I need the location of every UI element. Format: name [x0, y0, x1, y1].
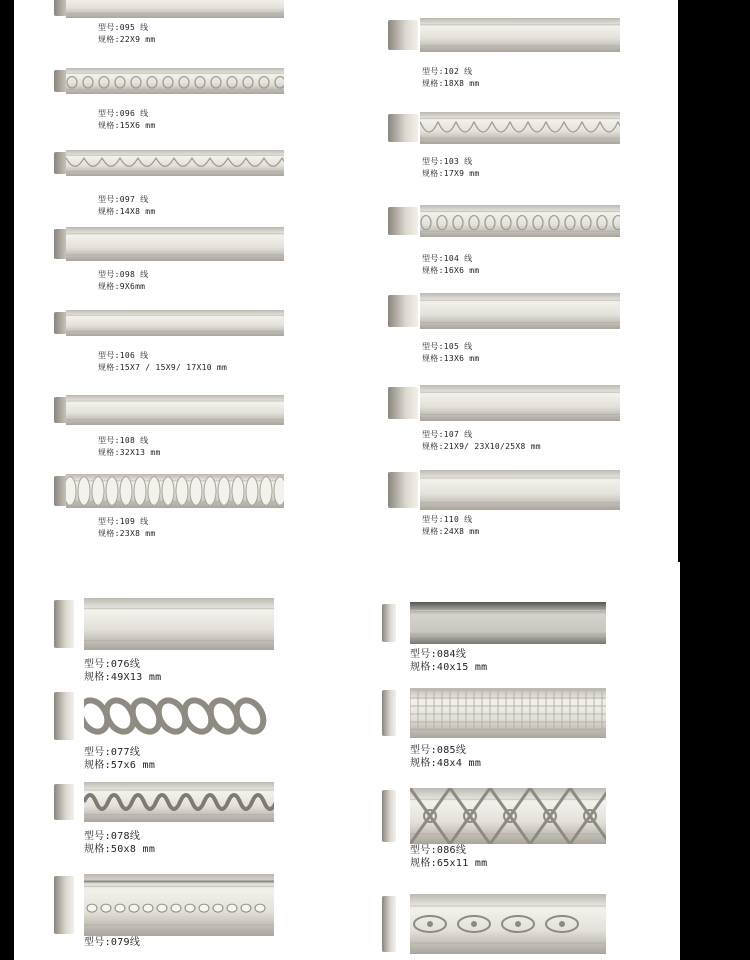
model-number: 型号:105 线	[422, 342, 473, 351]
profile-cross-section	[388, 295, 418, 327]
spec-size: 规格:32X13 mm	[98, 448, 161, 457]
molding-strip-image	[420, 112, 620, 144]
model-number: 型号:079线	[84, 937, 141, 948]
molding-strip-image	[410, 688, 606, 738]
molding-strip-image	[66, 310, 284, 336]
product-caption	[410, 648, 488, 674]
profile-cross-section	[388, 472, 418, 508]
profile-cross-section	[388, 207, 418, 235]
molding-strip-image	[420, 18, 620, 52]
profile-cross-section	[54, 876, 74, 934]
product-caption	[410, 844, 488, 870]
spec-size: 规格:22X9 mm	[98, 35, 156, 44]
molding-strip-image	[420, 205, 620, 237]
product-caption	[422, 514, 480, 538]
molding-strip-image	[66, 68, 284, 94]
model-number: 型号:106 线	[98, 351, 149, 360]
spec-size: 规格:15X7 / 15X9/ 17X10 mm	[98, 363, 228, 372]
spec-size: 规格:18X8 mm	[422, 79, 480, 88]
model-number: 型号:102 线	[422, 67, 473, 76]
product-caption	[422, 66, 480, 90]
molding-strip-image	[66, 395, 284, 425]
spec-size: 规格:16X6 mm	[422, 266, 480, 275]
molding-strip-image	[84, 598, 274, 650]
spec-size: 规格:50x8 mm	[84, 844, 156, 855]
molding-strip-image	[410, 602, 606, 644]
molding-strip-image	[84, 782, 274, 822]
product-caption	[84, 830, 155, 856]
model-number: 型号:103 线	[422, 157, 473, 166]
model-number: 型号:085线	[410, 745, 467, 756]
model-number: 型号:084线	[410, 649, 467, 660]
product-caption	[422, 253, 480, 277]
product-caption	[98, 350, 227, 374]
molding-strip-image	[84, 874, 274, 936]
profile-cross-section	[382, 896, 396, 952]
spec-size: 规格:24X8 mm	[422, 527, 480, 536]
spec-size: 规格:21X9/ 23X10/25X8 mm	[422, 442, 541, 451]
molding-strip-image	[410, 788, 606, 844]
spec-size: 规格:14X8 mm	[98, 207, 156, 216]
spec-size: 规格:65x11 mm	[410, 858, 488, 869]
model-number: 型号:108 线	[98, 436, 149, 445]
spec-size: 规格:40x15 mm	[410, 662, 488, 673]
spec-size: 规格:17X9 mm	[422, 169, 480, 178]
profile-cross-section	[388, 20, 418, 50]
model-number: 型号:110 线	[422, 515, 473, 524]
spec-size: 规格:13X6 mm	[422, 354, 480, 363]
model-number: 型号:107 线	[422, 430, 473, 439]
molding-strip-image	[420, 293, 620, 329]
product-caption	[98, 22, 156, 46]
spec-size: 规格:49X13 mm	[84, 672, 162, 683]
model-number: 型号:076线	[84, 659, 141, 670]
product-caption	[84, 936, 140, 949]
profile-cross-section	[382, 790, 396, 842]
product-caption	[84, 746, 155, 772]
spec-size: 规格:9X6mm	[98, 282, 146, 291]
molding-strip-image	[66, 150, 284, 176]
model-number: 型号:078线	[84, 831, 141, 842]
model-number: 型号:098 线	[98, 270, 149, 279]
spec-size: 规格:48x4 mm	[410, 758, 482, 769]
spec-size: 规格:57x6 mm	[84, 760, 156, 771]
profile-cross-section	[388, 387, 418, 419]
model-number: 型号:096 线	[98, 109, 149, 118]
product-caption	[422, 156, 480, 180]
molding-strip-image	[84, 690, 274, 742]
molding-strip-image	[66, 474, 284, 508]
molding-strip-image	[66, 0, 284, 18]
molding-strip-image	[420, 385, 620, 421]
model-number: 型号:104 线	[422, 254, 473, 263]
profile-cross-section	[382, 690, 396, 736]
product-caption	[98, 269, 148, 293]
model-number: 型号:077线	[84, 747, 141, 758]
product-caption	[98, 108, 156, 132]
profile-cross-section	[382, 604, 396, 642]
product-caption	[410, 744, 481, 770]
profile-cross-section	[54, 692, 74, 740]
profile-cross-section	[54, 784, 74, 820]
product-caption	[98, 516, 156, 540]
profile-cross-section	[388, 114, 418, 142]
product-caption	[98, 435, 161, 459]
spec-size: 规格:23X8 mm	[98, 529, 156, 538]
catalog-panel-top	[14, 0, 678, 562]
product-caption	[422, 429, 541, 453]
product-caption	[422, 341, 480, 365]
profile-cross-section	[54, 600, 74, 648]
molding-strip-image	[420, 470, 620, 510]
model-number: 型号:097 线	[98, 195, 149, 204]
catalog-panel-bottom	[14, 562, 680, 960]
model-number: 型号:095 线	[98, 23, 149, 32]
product-caption	[84, 658, 162, 684]
product-caption	[98, 194, 156, 218]
spec-size: 规格:15X6 mm	[98, 121, 156, 130]
molding-strip-image	[410, 894, 606, 954]
model-number: 型号:086线	[410, 845, 467, 856]
model-number: 型号:109 线	[98, 517, 149, 526]
molding-strip-image	[66, 227, 284, 261]
